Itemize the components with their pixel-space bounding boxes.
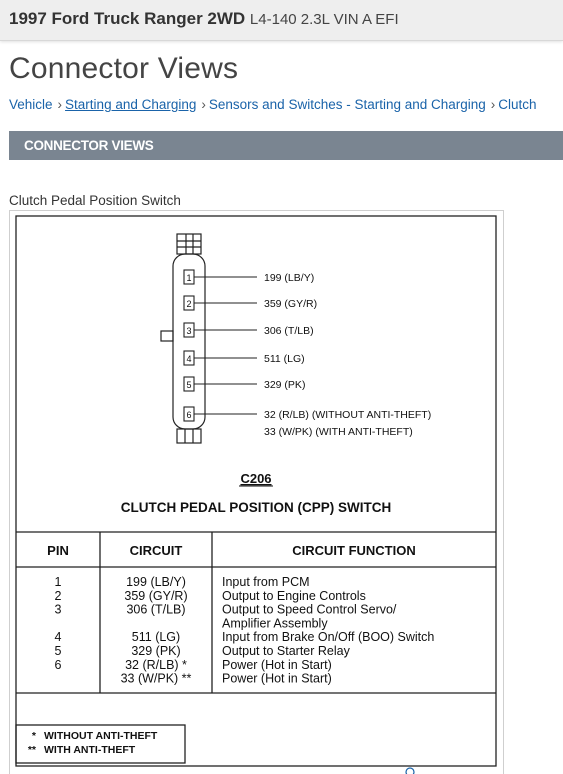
- table-cell-pin: 2: [54, 588, 62, 603]
- section-header: [9, 131, 563, 160]
- table-cell-function: Input from PCM: [222, 575, 310, 589]
- breadcrumb-chevron-icon: ›: [57, 97, 63, 112]
- breadcrumb-chevron-icon: ›: [490, 97, 496, 112]
- legend-mark: **: [27, 744, 36, 756]
- connector-top-latch: [177, 234, 201, 254]
- table-cell-function: Output to Engine Controls: [222, 588, 366, 603]
- connector-bottom-terminals: [177, 429, 201, 443]
- table-cell-circuit: 33 (W/PK) **: [120, 671, 192, 686]
- table-cell-function: Amplifier Assembly: [222, 616, 328, 631]
- table-cell-pin: 5: [54, 644, 62, 658]
- table-header-function: CIRCUIT FUNCTION: [292, 543, 416, 558]
- connector-diagram: [9, 210, 504, 774]
- table-cell-circuit: 329 (PK): [131, 644, 181, 658]
- section-header-label: CONNECTOR VIEWS: [24, 138, 154, 153]
- table-cell-function: Input from Brake On/Off (BOO) Switch: [222, 630, 435, 645]
- pin-number: 1: [186, 273, 192, 283]
- page-title: Connector Views: [9, 52, 239, 85]
- table-cell-function: Power (Hot in Start): [222, 657, 332, 672]
- breadcrumb-sensors-switches[interactable]: Sensors and Switches - Starting and Charging: [208, 97, 486, 112]
- pin-wire-label: 329 (PK): [264, 379, 306, 391]
- pin-number: 2: [186, 299, 192, 309]
- connector-id: C206: [240, 471, 272, 486]
- diagram-title: CLUTCH PEDAL POSITION (CPP) SWITCH: [120, 500, 392, 515]
- connector-drawing: [161, 234, 205, 443]
- breadcrumb-vehicle[interactable]: Vehicle: [9, 97, 53, 112]
- table-header-circuit: CIRCUIT: [129, 543, 183, 558]
- zoom-icon[interactable]: [406, 768, 414, 774]
- pin-number: 4: [186, 354, 192, 364]
- table-cell-function: Output to Speed Control Servo/: [222, 602, 397, 617]
- table-header-pin: PIN: [47, 543, 69, 558]
- breadcrumb: [9, 97, 563, 112]
- table-cell-circuit: 359 (GY/R): [124, 588, 188, 603]
- legend-text: WITHOUT ANTI-THEFT: [44, 730, 158, 742]
- table-cell-pin: 6: [54, 657, 62, 672]
- table-cell-pin: 4: [54, 630, 62, 645]
- table-cell-pin: 3: [54, 602, 62, 617]
- pin-wire-label: 306 (T/LB): [264, 325, 314, 337]
- figure-caption: Clutch Pedal Position Switch: [9, 193, 181, 208]
- table-cell-circuit: 199 (LB/Y): [126, 575, 186, 589]
- breadcrumb-clutch[interactable]: Clutch: [498, 97, 537, 112]
- pin-number: 5: [186, 380, 192, 390]
- vehicle-name: 1997 Ford Truck Ranger 2WD: [9, 9, 246, 28]
- pin-number: 3: [186, 326, 192, 336]
- pin-wire-label: 511 (LG): [264, 353, 305, 365]
- table-cell-function: Output to Starter Relay: [222, 644, 350, 658]
- connector-key-tab: [161, 331, 173, 341]
- vehicle-header-bar: [0, 0, 563, 41]
- pin-callouts: [184, 270, 431, 438]
- pin-number: 6: [186, 410, 192, 420]
- legend-text: WITH ANTI-THEFT: [44, 744, 136, 756]
- table-cell-circuit: 306 (T/LB): [126, 602, 186, 617]
- pin-wire-label: 199 (LB/Y): [264, 272, 315, 284]
- legend-mark: *: [31, 730, 36, 742]
- table-cell-function: Power (Hot in Start): [222, 671, 332, 686]
- table-cell-circuit: 511 (LG): [131, 630, 181, 645]
- connector-diagram-svg: [10, 211, 503, 774]
- pin-wire-label: 359 (GY/R): [264, 298, 318, 310]
- table-cell-circuit: 32 (R/LB) *: [125, 657, 187, 672]
- breadcrumb-starting-charging[interactable]: Starting and Charging: [65, 97, 197, 112]
- breadcrumb-chevron-icon: ›: [201, 97, 206, 112]
- legend: [28, 730, 158, 756]
- table-cell-pin: 1: [54, 575, 62, 589]
- vehicle-engine: L4-140 2.3L VIN A EFI: [249, 11, 399, 28]
- table-rows: [55, 575, 435, 686]
- pin-wire-label: 32 (R/LB) (WITHOUT ANTI-THEFT): [264, 409, 432, 421]
- pin-wire-label: 33 (W/PK) (WITH ANTI-THEFT): [264, 426, 413, 438]
- vehicle-title: [9, 9, 399, 29]
